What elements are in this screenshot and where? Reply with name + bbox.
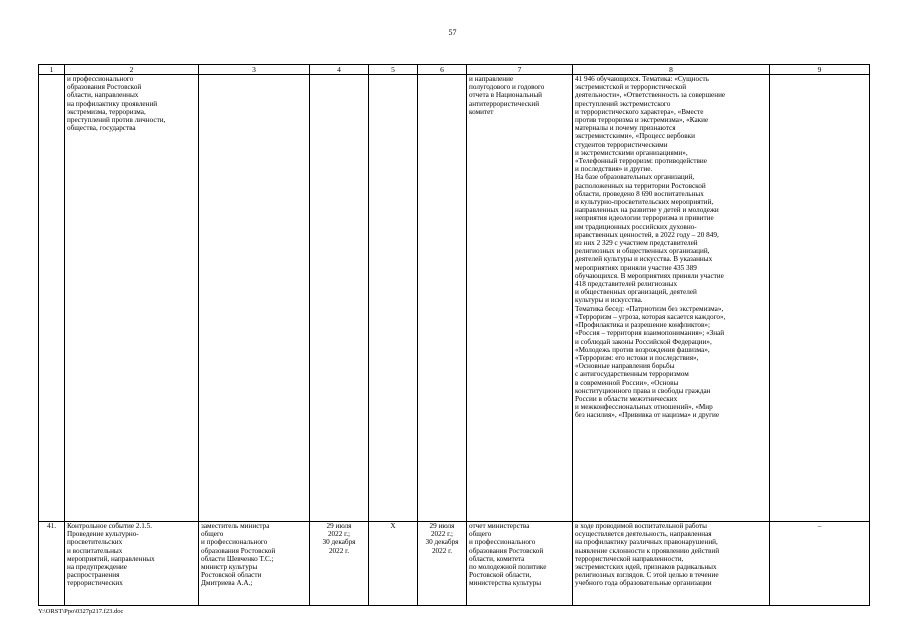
responsible-cell [199,75,310,522]
column-number: 4 [310,65,369,75]
table-row-continued [39,75,870,522]
results-cell: в ходе проводимой воспитательной работы осуществляется деятельность, направленная на профилактику различных правонарушений, выявление склонности к проявлению действий террористической направленности, экстремистских идей, признаков радикальных религиозных взглядов. С этой целью в течение учебного года образовательные организации [573,522,770,606]
planned-date-cell: 29 июля 2022 г.; 30 декабря 2022 г. [310,522,369,606]
row-number-cell [39,75,65,522]
column-number: 7 [467,65,573,75]
actual-date-cell: 29 июля 2022 г.; 30 декабря 2022 г. [418,522,467,606]
planned-date-cell [310,75,369,522]
results-cell: 41 946 обучающихся. Тематика: «Сущность экстремистской и террористической деятельности», «Ответственность за совершение преступлений экстремистского и террористического характера», «Вместе против терроризма и экстремизма», «Какие материалы и почему признаются экстремистскими», «Процесс вербовки студентов террористическими и экстремистскими организациями», «Телефонный терроризм: противодействие и последствия» и другие. На базе образовательных организаций, расположенных на территории Ростовской области, проведено 8 690 воспитательных и культурно-просветительских мероприятий, направленных на развитие у детей и молодежи неприятия идеологии терроризма и привитие им традиционных российских духовно- нравственных ценностей, в 2022 году – 20 849, из них 2 329 с участием представителей религиозных и общественных организаций, деятелей культуры и искусства. В указанных мероприятиях приняли участие 435 389 обучающихся. В мероприятиях приняли участие 418 представителей религиозных и общественных организаций, деятелей культуры и искусства. Тематика бесед: «Патриотизм без экстремизма», «Терроризм – угроза, которая касается каждого», «Профилактика и разрешение конфликтов»; «Россия – территория взаимопонимания»; «Знай и соблюдай законы Российской Федерации», «Молодежь против возрождения фашизма», «Терроризм: его истоки и последствия», «Основные направления борьбы с антигосударственным терроризмом в современной России», «Основы конституционного права и свободы граждан России в области межэтнических и межконфессиональных отношений», «Мир без насилия», «Прививка от нацизма» и другие [573,75,770,522]
report-type-cell: и направление полугодового и годового отчета в Национальный антитеррористический комитет [467,75,573,522]
row-number-cell: 41. [39,522,65,606]
column-number: 1 [39,65,65,75]
column-number: 2 [65,65,199,75]
marker-cell: X [369,522,418,606]
actual-date-cell [418,75,467,522]
file-path-footer: Y:\ORST\Ppo\0327p217.f23.doc [38,608,124,615]
responsible-cell: заместитель министра общего и профессионального образования Ростовской области Шевченко Т.С.; министр культуры Ростовской области Дмитриева А.А.; [199,522,310,606]
column-number: 8 [573,65,770,75]
column-number: 9 [770,65,870,75]
page-number: 57 [448,28,457,37]
table-row-41 [39,522,870,606]
event-name-cell: и профессионального образования Ростовской области, направленных на профилактику проявлений экстремизма, терроризма, преступлений против личности, общества, государства [65,75,199,522]
notes-cell [770,75,870,522]
document-table [38,64,870,606]
column-number-row [39,65,870,75]
column-number: 6 [418,65,467,75]
column-number: 3 [199,65,310,75]
marker-cell [369,75,418,522]
notes-cell: – [770,522,870,606]
report-type-cell: отчет министерства общего и профессионального образования Ростовской области, комитета по молодежной политике Ростовской области, министерства культуры [467,522,573,606]
event-name-cell: Контрольное событие 2.1.5. Проведение культурно- просветительских и воспитательных мероприятий, направленных на предупреждение распространения террористических [65,522,199,606]
column-number: 5 [369,65,418,75]
